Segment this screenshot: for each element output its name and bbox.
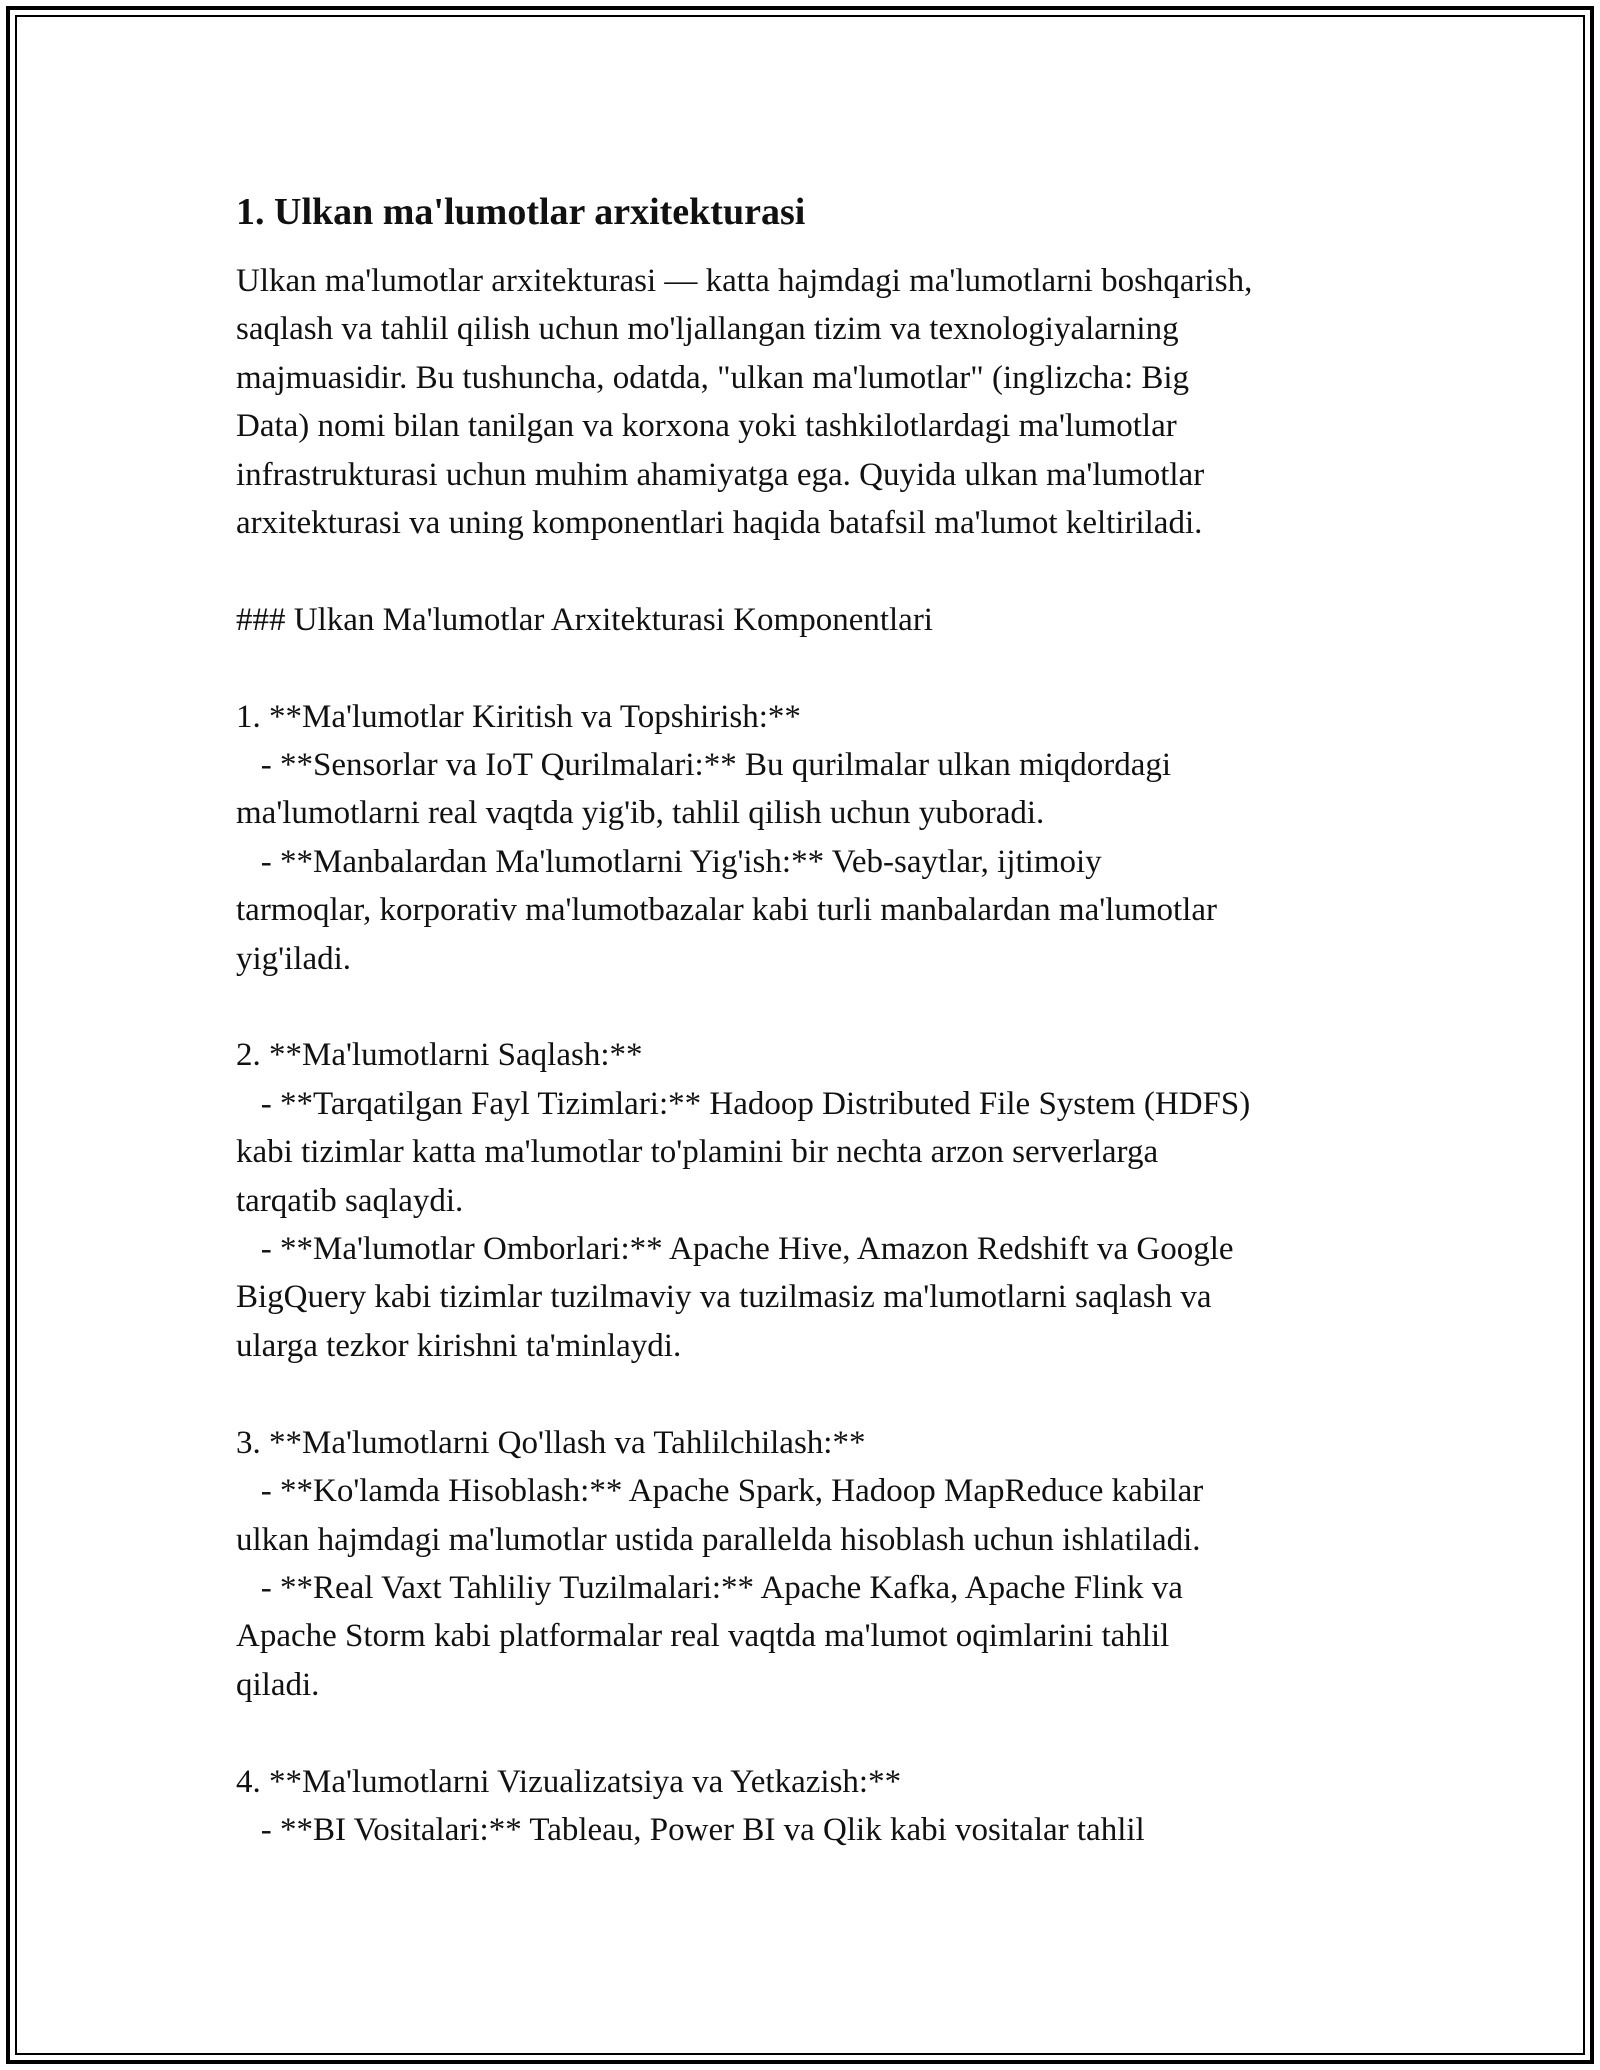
section-line: 2. **Ma'lumotlarni Saqlash:** (236, 1037, 643, 1074)
section-2 (236, 1031, 1396, 1370)
section-line: kabi tizimlar katta ma'lumotlar to'plamini bir nechta arzon serverlarga (236, 1134, 1159, 1171)
section-line: ularga tezkor kirishni ta'minlaydi. (236, 1327, 682, 1364)
section-line: - **Tarqatilgan Fayl Tizimlari:** Hadoop Distributed File System (HDFS) (236, 1085, 1251, 1122)
intro-line: Ulkan ma'lumotlar arxitekturasi — katta hajmdagi ma'lumotlarni boshqarish, (236, 263, 1253, 299)
section-line: - **BI Vositalari:** Tableau, Power BI va Qlik kabi vositalar tahlil (236, 1811, 1145, 1848)
section-line: ulkan hajmdagi ma'lumotlar ustida parallelda hisoblash uchun ishlatiladi. (236, 1521, 1201, 1558)
intro-line: infrastrukturasi uchun muhim ahamiyatga ega. Quyida ulkan ma'lumotlar (236, 456, 1205, 493)
intro-line: majmuasidir. Bu tushuncha, odatda, "ulkan ma'lumotlar" (inglizcha: Big (236, 359, 1190, 396)
section-line: - **Real Vaxt Tahliliy Tuzilmalari:** Apache Kafka, Apache Flink va (236, 1569, 1183, 1606)
spacer (236, 644, 1396, 692)
section-line: qiladi. (236, 1666, 320, 1703)
section-line: yig'iladi. (236, 940, 352, 977)
section-3 (236, 1419, 1396, 1709)
spacer (236, 547, 1396, 595)
document-body (236, 185, 1396, 1854)
section-4 (236, 1758, 1396, 1855)
section-line: 3. **Ma'lumotlarni Qo'llash va Tahlilchilash:** (236, 1424, 866, 1461)
section-subheading: ### Ulkan Ma'lumotlar Arxitekturasi Komponentlari (236, 601, 933, 638)
intro-line: arxitekturasi va uning komponentlari haqida batafsil ma'lumot keltiriladi. (236, 505, 1203, 542)
intro-line: Data) nomi bilan tanilgan va korxona yoki tashkilotlardagi ma'lumotlar (236, 408, 1177, 445)
spacer (236, 1370, 1396, 1418)
intro-paragraph (236, 257, 1396, 547)
section-line: - **Sensorlar va IoT Qurilmalari:** Bu qurilmalar ulkan miqdordagi (236, 747, 1172, 784)
section-line: - **Manbalardan Ma'lumotlarni Yig'ish:** Veb-saytlar, ijtimoiy (236, 843, 1102, 880)
section-line: Apache Storm kabi platformalar real vaqtda ma'lumot oqimlarini tahlil (236, 1618, 1170, 1655)
section-line: tarmoqlar, korporativ ma'lumotbazalar kabi turli manbalardan ma'lumotlar (236, 892, 1217, 929)
section-line: BigQuery kabi tizimlar tuzilmaviy va tuzilmasiz ma'lumotlarni saqlash va (236, 1279, 1212, 1316)
spacer (236, 983, 1396, 1031)
section-line: 1. **Ma'lumotlar Kiritish va Topshirish:** (236, 698, 801, 735)
spacer (236, 1709, 1396, 1757)
document-title: 1. Ulkan ma'lumotlar arxitekturasi (236, 191, 806, 233)
intro-line: saqlash va tahlil qilish uchun mo'ljallangan tizim va texnologiyalarning (236, 311, 1179, 348)
section-1 (236, 693, 1396, 983)
section-line: tarqatib saqlaydi. (236, 1182, 464, 1219)
section-line: ma'lumotlarni real vaqtda yig'ib, tahlil qilish uchun yuboradi. (236, 795, 1045, 832)
section-line: - **Ma'lumotlar Omborlari:** Apache Hive, Amazon Redshift va Google (236, 1231, 1234, 1268)
section-line: - **Ko'lamda Hisoblash:** Apache Spark, Hadoop MapReduce kabilar (236, 1473, 1204, 1510)
section-line: 4. **Ma'lumotlarni Vizualizatsiya va Yetkazish:** (236, 1763, 902, 1800)
